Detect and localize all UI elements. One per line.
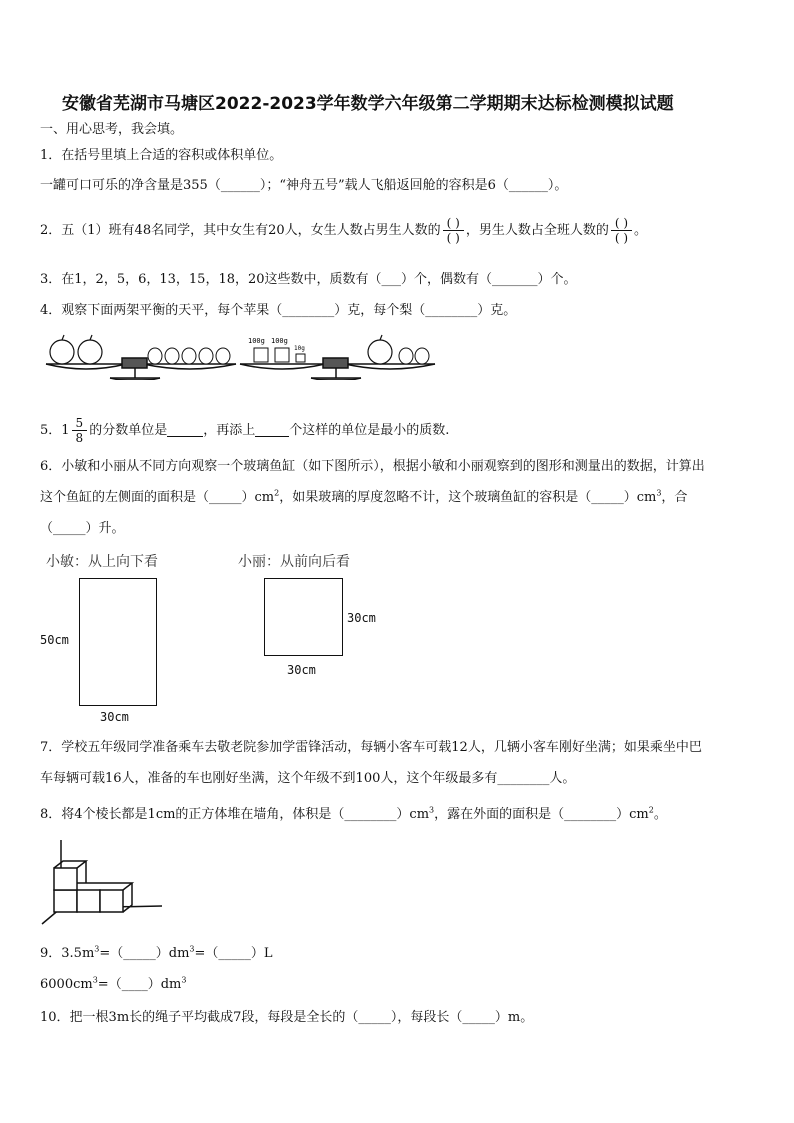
front-view-width-label: 30cm <box>287 663 316 677</box>
answer-fraction-2[interactable] <box>611 216 632 245</box>
question-9-text: =（____）dm <box>97 977 182 992</box>
question-5-prefix: 5．1 <box>40 422 70 438</box>
question-6-line-2: 这个鱼缸的左侧面的面积是$(\_\_\_\_\_)cm^2$，如果玻璃的厚度忽略不计，这个玻璃鱼缸的容积是$(\_\_\_\_\_)cm^3$，合 <box>40 488 688 505</box>
answer-blank[interactable] <box>167 424 203 437</box>
cubes-in-corner-figure <box>38 838 168 928</box>
question-1-prompt: 1．在括号里填上合适的容积或体积单位。 <box>40 148 283 163</box>
fraction-numerator: 5 <box>72 416 88 431</box>
front-view-square <box>264 578 343 656</box>
question-1-text: 一罐可口可乐的净含量是355（______）；“神舟五号”载人飞船返回舱的容积是6（______）。 <box>40 178 568 193</box>
page-title: 安徽省芜湖市马塘区2022-2023学年数学六年级第二学期期末达标检测模拟试题 <box>62 94 674 114</box>
answer-fraction-1[interactable] <box>443 216 464 245</box>
caption-top-view: 小敏：从上向下看 <box>46 554 158 570</box>
pear-icon <box>148 348 230 364</box>
balance-scales-figure <box>40 330 560 380</box>
question-9-text: 6000cm <box>40 977 93 992</box>
weight-label: 10g <box>294 345 305 352</box>
question-5-text-1: 的分数单位是 <box>89 422 168 438</box>
fraction-numerator-blank: ( ) <box>611 216 632 231</box>
question-2 <box>40 216 647 245</box>
question-2-text-c: 。 <box>634 222 648 238</box>
apple-icon <box>50 335 102 364</box>
question-6-text: ，如果玻璃的厚度忽略不计，这个玻璃鱼缸的容积是（_____）cm <box>279 490 657 505</box>
question-6-line-3: （_____）升。 <box>40 521 125 536</box>
question-9-text: =（_____）L <box>194 946 273 961</box>
question-2-text-a: 2．五（1）班有48名同学，其中女生有20人，女生人数占男生人数的 <box>40 222 441 238</box>
mixed-fraction <box>72 416 88 445</box>
question-2-text-b: ，男生人数占全班人数的 <box>465 222 609 238</box>
fraction-denominator-blank: ( ) <box>614 231 629 245</box>
fraction-denominator: 8 <box>75 431 84 445</box>
question-9-line-1: 9．$3.5m^3=(\_\_\_\_\_)dm^3=(\_\_\_\_\_)L$ <box>40 944 273 961</box>
pear-icon <box>399 348 429 364</box>
question-4-text: 4．观察下面两架平衡的天平，每个苹果（________）克，每个梨（________）克。 <box>40 303 517 318</box>
top-view-rectangle <box>79 578 157 706</box>
question-3-text: 3．在1，2，5，6，13，15，18，20这些数中，质数有（___）个，偶数有（_______）个。 <box>40 272 577 287</box>
question-9-text: 9．3.5m <box>40 946 95 961</box>
question-8: 8．将4个棱长都是1cm的正方体堆在墙角，体积是$(\_\_\_\_\_\_\_\_)cm^3$，露在外面的面积是$(\_\_\_\_\_\_\_\_)cm^2$。 <box>40 805 667 822</box>
answer-blank[interactable] <box>255 424 289 437</box>
question-5-text-2: ，再添上 <box>203 422 256 438</box>
question-8-text: 8．将4个棱长都是1cm的正方体堆在墙角，体积是（________）cm <box>40 807 430 822</box>
question-8-text: ，露在外面的面积是（________）cm <box>434 807 649 822</box>
question-10-text: 10．把一根3m长的绳子平均截成7段，每段是全长的（_____），每段长（_____）m。 <box>40 1010 534 1025</box>
question-5 <box>40 416 449 445</box>
section-heading: 一、用心思考，我会填。 <box>40 122 184 137</box>
top-view-height-label: 50cm <box>40 633 69 647</box>
question-6-text: ，合 <box>661 490 688 505</box>
apple-icon <box>368 335 392 364</box>
question-7-line-1: 7．学校五年级同学准备乘车去敬老院参加学雷锋活动，每辆小客车可载12人，几辆小客车刚好坐满；如果乘坐中巴 <box>40 740 702 755</box>
question-9-text: =（_____）dm <box>99 946 190 961</box>
weight-label: 100g <box>271 337 288 345</box>
question-9-line-2: $6000cm^3=(\_\_\_\_)dm^3$ <box>40 975 187 992</box>
top-view-width-label: 30cm <box>100 710 129 724</box>
question-6-text: 这个鱼缸的左侧面的面积是（_____）cm <box>40 490 275 505</box>
question-5-text-3: 个这样的单位是最小的质数. <box>289 422 450 438</box>
question-7-line-2: 车每辆可载16人，准备的车也刚好坐满，这个年级不到100人，这个年级最多有________人。 <box>40 771 576 786</box>
question-6-line-1: 6．小敏和小丽从不同方向观察一个玻璃鱼缸（如下图所示），根据小敏和小丽观察到的图形和测量出的数据，计算出 <box>40 459 705 474</box>
fraction-denominator-blank: ( ) <box>446 231 460 245</box>
caption-front-view: 小丽：从前向后看 <box>238 554 350 570</box>
front-view-height-label: 30cm <box>347 611 376 625</box>
question-8-text: 。 <box>653 807 667 822</box>
weight-label: 100g <box>248 337 265 345</box>
fraction-numerator-blank: ( ) <box>443 216 464 231</box>
